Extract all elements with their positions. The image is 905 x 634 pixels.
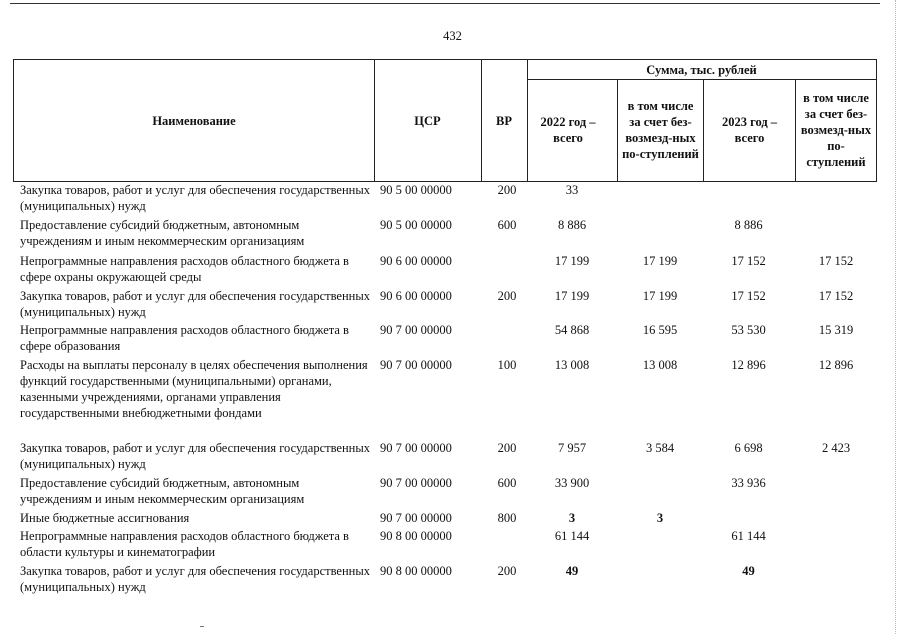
row-csr: 90 6 00 00000 [380,254,452,268]
row-2022-free: 3 [656,511,664,525]
row-2023-free: 17 152 [818,289,854,303]
row-2022-total: 49 [565,564,579,578]
row-csr: 90 7 00 00000 [380,323,452,337]
header-2023-free: в том числе за счет без-возмезд-ных по-ступлений [800,91,872,169]
row-2022-free: 16 595 [642,323,678,337]
row-2022-total: 8 886 [557,218,587,232]
row-2023-total: 33 936 [731,476,766,490]
row-2022-total: 3 [568,511,576,525]
row-vr: 800 [497,511,517,525]
top-rule [10,3,880,4]
row-2023-free: 12 896 [818,358,854,372]
row-2023-total: 17 152 [731,254,766,268]
row-name: Иные бюджетные ассигнования [20,511,190,525]
row-2022-total: 17 199 [554,254,590,268]
row-2022-total: 17 199 [554,289,590,303]
header-vr: ВР [496,113,512,128]
row-name: Закупка товаров, работ и услуг для обеспечения государственных (муниципальных) нужд [20,441,371,471]
row-2023-total: 53 530 [731,323,766,337]
row-2022-free: 3 584 [645,441,675,455]
row-2023-total: 12 896 [731,358,766,372]
row-name: Закупка товаров, работ и услуг для обеспечения государственных (муниципальных) нужд [20,289,371,319]
header-2022-free: в том числе за счет без-возмезд-ных по-ступлений [622,99,699,161]
row-2022-total: 7 957 [557,441,587,455]
page-edge-line [895,0,898,634]
row-csr: 90 7 00 00000 [380,441,452,455]
row-2023-total: 8 886 [734,218,763,232]
scan-speck [200,626,204,627]
row-csr: 90 6 00 00000 [380,289,452,303]
header-sum: Сумма, тыс. рублей [646,62,757,77]
row-2022-total: 33 [565,183,579,197]
row-csr: 90 5 00 00000 [380,183,452,197]
row-2022-total: 13 008 [554,358,590,372]
row-2022-free: 13 008 [642,358,678,372]
table-header [13,59,877,182]
header-2022-total: 2022 год – всего [540,115,596,145]
row-2022-total: 54 868 [554,323,590,337]
row-name: Закупка товаров, работ и услуг для обеспечения государственных (муниципальных) нужд [20,564,371,594]
row-name: Предоставление субсидий бюджетным, автономным учреждениям и иным некоммерческим организациям [20,218,305,248]
row-2023-total: 61 144 [731,529,766,543]
row-2023-free: 2 423 [821,441,851,455]
row-vr: 200 [497,289,517,303]
row-vr: 600 [497,218,517,232]
page-number: 432 [443,29,462,43]
row-csr: 90 5 00 00000 [380,218,452,232]
row-name: Закупка товаров, работ и услуг для обеспечения государственных (муниципальных) нужд [20,183,371,213]
row-csr: 90 7 00 00000 [380,511,452,525]
row-2022-total: 61 144 [554,529,590,543]
row-name: Расходы на выплаты персоналу в целях обеспечения выполнения функций государственными (муниципальными) органами, казенными учреждениями, органами управления государственными внебюджетными фондами [20,358,368,420]
row-vr: 100 [497,358,517,372]
row-vr: 200 [497,441,517,455]
row-vr: 600 [497,476,517,490]
row-csr: 90 8 00 00000 [380,564,452,578]
row-2023-free: 15 319 [818,323,854,337]
row-2022-free: 17 199 [642,254,678,268]
header-name: Наименование [152,113,236,128]
row-name: Непрограммные направления расходов областного бюджета в области культуры и кинематографии [20,529,349,559]
row-name: Предоставление субсидий бюджетным, автономным учреждениям и иным некоммерческим организациям [20,476,305,506]
row-2022-total: 33 900 [554,476,590,490]
row-csr: 90 7 00 00000 [380,358,452,372]
row-name: Непрограммные направления расходов областного бюджета в сфере образования [20,323,349,353]
row-2023-total: 6 698 [734,441,763,455]
row-2022-free: 17 199 [642,289,678,303]
row-csr: 90 7 00 00000 [380,476,452,490]
row-2023-free: 17 152 [818,254,854,268]
row-vr: 200 [497,183,517,197]
row-csr: 90 8 00 00000 [380,529,452,543]
row-2023-total: 17 152 [731,289,766,303]
header-csr: ЦСР [414,113,441,128]
row-name: Непрограммные направления расходов областного бюджета в сфере охраны окружающей среды [20,254,349,284]
row-vr: 200 [497,564,517,578]
header-2023-total: 2023 год – всего [721,115,778,145]
row-2023-total: 49 [742,564,755,578]
